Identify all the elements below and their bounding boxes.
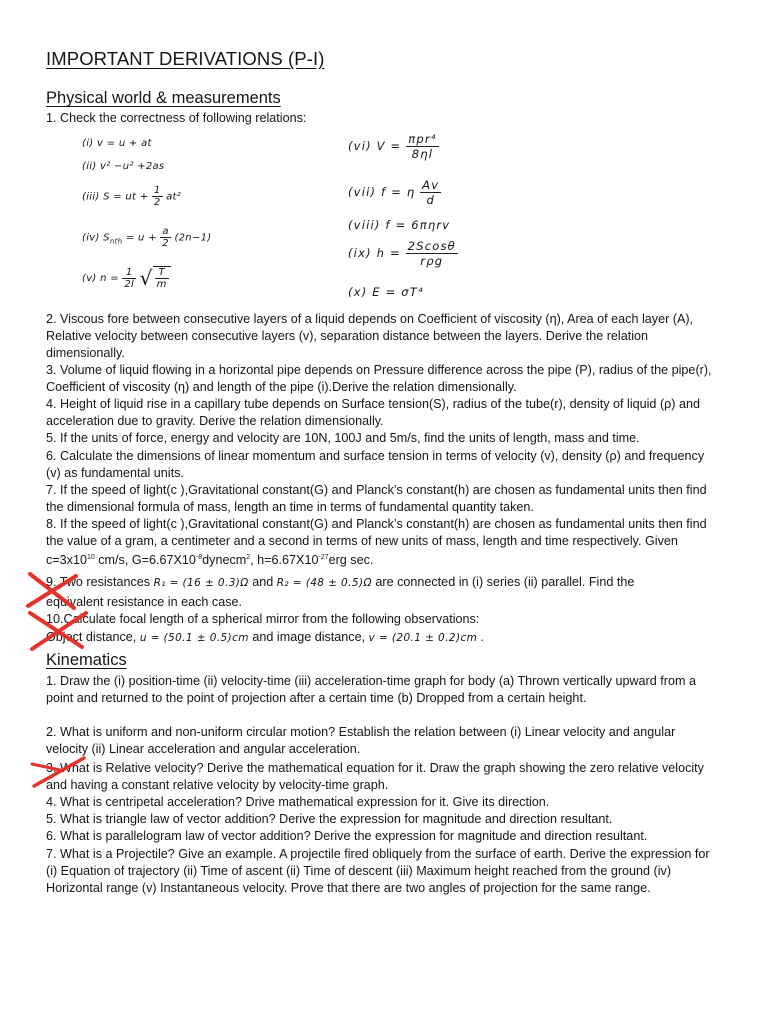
question-3: 3. Volume of liquid flowing in a horizontal pipe depends on Pressure difference across the pipe (P), radius of the pipe(r), Coefficient of viscosity (η) and length of the pipe (i).Derive the relation dimensionally. <box>46 363 712 394</box>
relation-3: (iii) S = ut + $\frac{1}{2}$ at² <box>82 185 182 208</box>
kinematics-question-7: 7. What is a Projectile? Give an example. A projectile fired obliquely from the surface of earth. Derive the expression for (i) Equation of trajectory (ii) Time of ascent (ii) Time of descent (iii) Maximum height reached from the ground (iv) Horizontal range (v) Instantaneous velocity. Prove that there are two angles of projection for the same range. <box>46 847 710 895</box>
relation-2: (ii) v² −u² +2as <box>82 161 165 172</box>
question-2: 2. Viscous fore between consecutive layers of a liquid depends on Coefficient of viscosity (η), Area of each layer (A), Relative velocity between consecutive layers (v), separation distance between the layers. Derive the relation dimensionally. <box>46 312 694 360</box>
kinematics-question-5: 5. What is triangle law of vector addition? Derive the expression for magnitude and direction resultant. <box>46 812 613 826</box>
relation-8: (viii) f = 6πηrv <box>348 218 451 232</box>
question-6: 6. Calculate the dimensions of linear momentum and surface tension in terms of velocity (v), density (ρ) and frequency (v) as fundamental units. <box>46 449 705 480</box>
relation-6: (vi) V = $\frac{\text{πpr⁴}}{8\eta l}$ <box>348 132 437 161</box>
kinematics-question-2: 2. What is uniform and non-uniform circular motion? Establish the relation between (i) Linear velocity and angular velocity (ii) Linear acceleration and angular acceleration. <box>46 725 676 756</box>
relation-5: (v) n = $\frac{1}{2l}$ √ $\frac{T}{m}$ <box>82 266 171 290</box>
question-9-cont: equivalent resistance in each case. <box>46 595 243 609</box>
question-10-cont: Object distance, u = (50.1 ± 0.5)cm and image distance, v = (20.1 ± 0.2)cm . <box>46 630 485 644</box>
relation-9: (ix) h = $\frac{2Scos\theta}{\text{rρg}}$ <box>348 239 456 268</box>
section-heading-physical-world: Physical world & measurements <box>46 89 281 107</box>
check-stroke-icon <box>30 752 90 792</box>
question-9: 9. Two resistances R₁ = (16 ± 0.3)Ω and R₂ = (48 ± 0.5)Ω are connected in (i) series (ii) parallel. Find the <box>46 575 635 589</box>
kinematics-question-3: 3. What is Relative velocity? Derive the mathematical equation for it. Draw the graph showing the zero relative velocity and having a constant relative velocity by velocity-time graph. <box>46 761 704 792</box>
section-heading-kinematics: Kinematics <box>46 651 127 669</box>
question-5: 5. If the units of force, energy and velocity are 10N, 100J and 5m/s, find the units of length, mass and time. <box>46 431 640 445</box>
question-4: 4. Height of liquid rise in a capillary tube depends on Surface tension(S), radius of the tube(r), density of liquid (ρ) and acceleration due to gravity. Derive the relation dimensionally. <box>46 397 701 428</box>
page-title: IMPORTANT DERIVATIONS (P-I) <box>46 48 325 69</box>
kinematics-question-6: 6. What is parallelogram law of vector addition? Derive the expression for magnitude and direction resultant. <box>46 829 648 843</box>
kinematics-question-4: 4. What is centripetal acceleration? Drive mathematical expression for it. Give its direction. <box>46 795 550 809</box>
relation-1: (i) v = u + at <box>82 138 152 149</box>
question-1: 1. Check the correctness of following relations: <box>46 111 307 125</box>
relation-7: (vii) f = η $\frac{Av}{d}$ <box>348 178 440 207</box>
question-8: 8. If the speed of light(c ),Gravitational constant(G) and Planck’s constant(h) are chosen as fundamental units then find the value of a gram, a centimeter and a second in terms of new units of mass, length and time respectively. Given $c=3x10^{10}$ cm/s, $G=6.67X10^{-8}dynecm^2$, $h=6.67X10^{-27}erg$ sec. <box>46 517 707 567</box>
cross-mark-icon <box>22 607 92 651</box>
question-10: 10.Calculate focal length of a spherical mirror from the following observations: <box>46 612 480 626</box>
relation-10: (x) E = σT⁴ <box>348 285 424 299</box>
kinematics-question-1: 1. Draw the (i) position-time (ii) velocity-time (iii) acceleration-time graph for body (a) Thrown vertically upward from a point and returned to the point of projection after a certain time (b) Dropped from a certain height. <box>46 674 696 705</box>
relation-4: (iv) $S_{nth} = u$ + $\frac{a}{2}$ (2n−1) <box>82 226 212 249</box>
question-7: 7. If the speed of light(c ),Gravitational constant(G) and Planck’s constant(h) are chosen as fundamental units then find the dimensional formula of mass, length an time in terms of fundamental quantity taken. <box>46 483 707 514</box>
cross-mark-icon <box>22 570 82 610</box>
